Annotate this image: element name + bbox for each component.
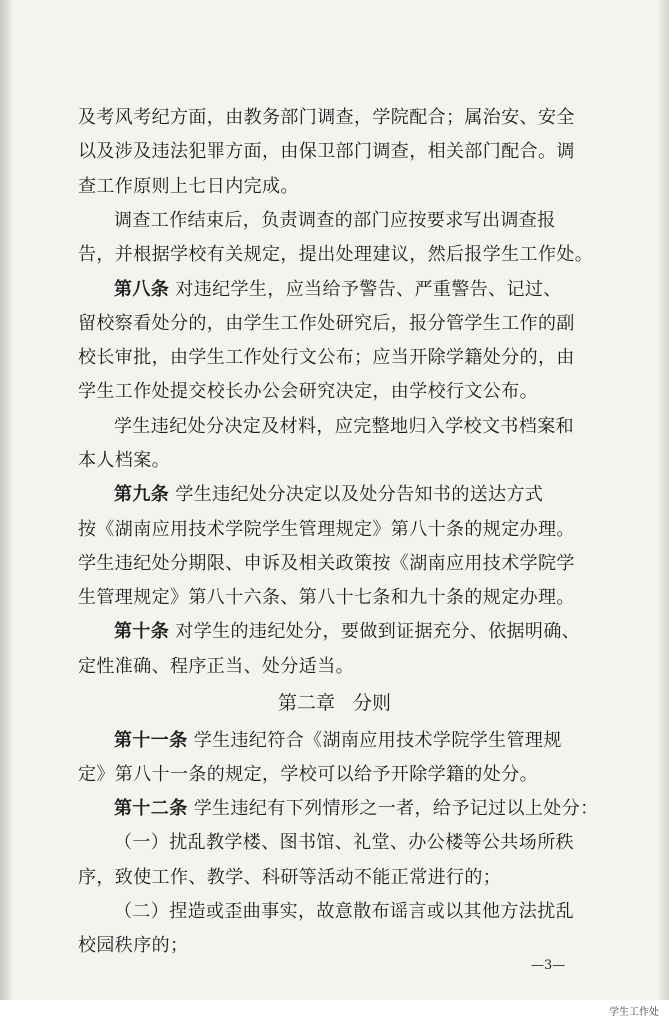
page-number: —3— — [531, 958, 566, 973]
article-label: 第八条 — [114, 279, 170, 300]
article-line — [114, 278, 562, 302]
body-line: 查工作原则上七日内完成。 — [78, 176, 299, 197]
body-line: 及考风考纪方面，由教务部门调查，学院配合；属治安、安全 — [78, 107, 575, 128]
article-text: 学生违纪有下列情形之一者，给予记过以上处分： — [187, 798, 599, 819]
body-line: 生管理规定》第八十六条、第八十七条和九十条的规定办理。 — [78, 587, 575, 608]
body-line: 告，并根据学校有关规定，提出处理建议，然后报学生工作处。 — [78, 244, 594, 265]
article-text: 学生违纪处分决定以及处分告知书的送达方式 — [169, 484, 544, 505]
body-line: 本人档案。 — [78, 450, 170, 471]
body-line: 学生工作处提交校长办公会研究决定，由学校行文公布。 — [78, 381, 538, 402]
article-label: 第九条 — [114, 484, 170, 505]
body-line: 校长审批，由学生工作处行文公布；应当开除学籍处分的，由 — [78, 347, 575, 368]
body-line: 定》第八十一条的规定，学校可以给予开除学籍的处分。 — [78, 764, 538, 785]
body-line: 定性准确、程序正当、处分适当。 — [78, 656, 354, 677]
body-line: 以及涉及违法犯罪方面，由保卫部门调查，相关部门配合。调 — [78, 141, 575, 162]
article-text: 学生违纪符合《湖南应用技术学院学生管理规 — [187, 730, 562, 751]
article-line — [114, 729, 562, 753]
article-line — [114, 483, 543, 507]
article-label: 第十一条 — [114, 730, 188, 751]
article-text: 对违纪学生，应当给予警告、严重警告、记过、 — [169, 279, 562, 300]
article-text: 对学生的违纪处分，要做到证据充分、依据明确、 — [169, 621, 581, 642]
article-line — [114, 620, 580, 644]
body-line: 序，致使工作、教学、科研等活动不能正常进行的； — [78, 867, 502, 888]
body-line: （一）扰乱教学楼、图书馆、礼堂、办公楼等公共场所秩 — [114, 832, 574, 853]
body-line: 学生违纪处分决定及材料，应完整地归入学校文书档案和 — [114, 416, 574, 437]
watermark-text: 学生工作处 — [609, 1007, 659, 1018]
article-label: 第十二条 — [114, 798, 188, 819]
body-line: （二）捏造或歪曲事实，故意散布谣言或以其他方法扰乱 — [114, 901, 574, 922]
body-line: 学生违纪处分期限、申诉及相关政策按《湖南应用技术学院学 — [78, 553, 575, 574]
body-line: 调查工作结束后，负责调查的部门应按要求写出调查报 — [114, 210, 556, 231]
body-line: 校园秩序的； — [78, 935, 189, 956]
footer-band — [0, 1000, 669, 1024]
chapter-title: 第二章 分则 — [277, 692, 392, 714]
article-line — [114, 797, 599, 821]
body-line: 按《湖南应用技术学院学生管理规定》第八十条的规定办理。 — [78, 519, 575, 540]
body-line: 留校察看处分的，由学生工作处研究后，报分管学生工作的副 — [78, 313, 575, 334]
article-label: 第十条 — [114, 621, 170, 642]
